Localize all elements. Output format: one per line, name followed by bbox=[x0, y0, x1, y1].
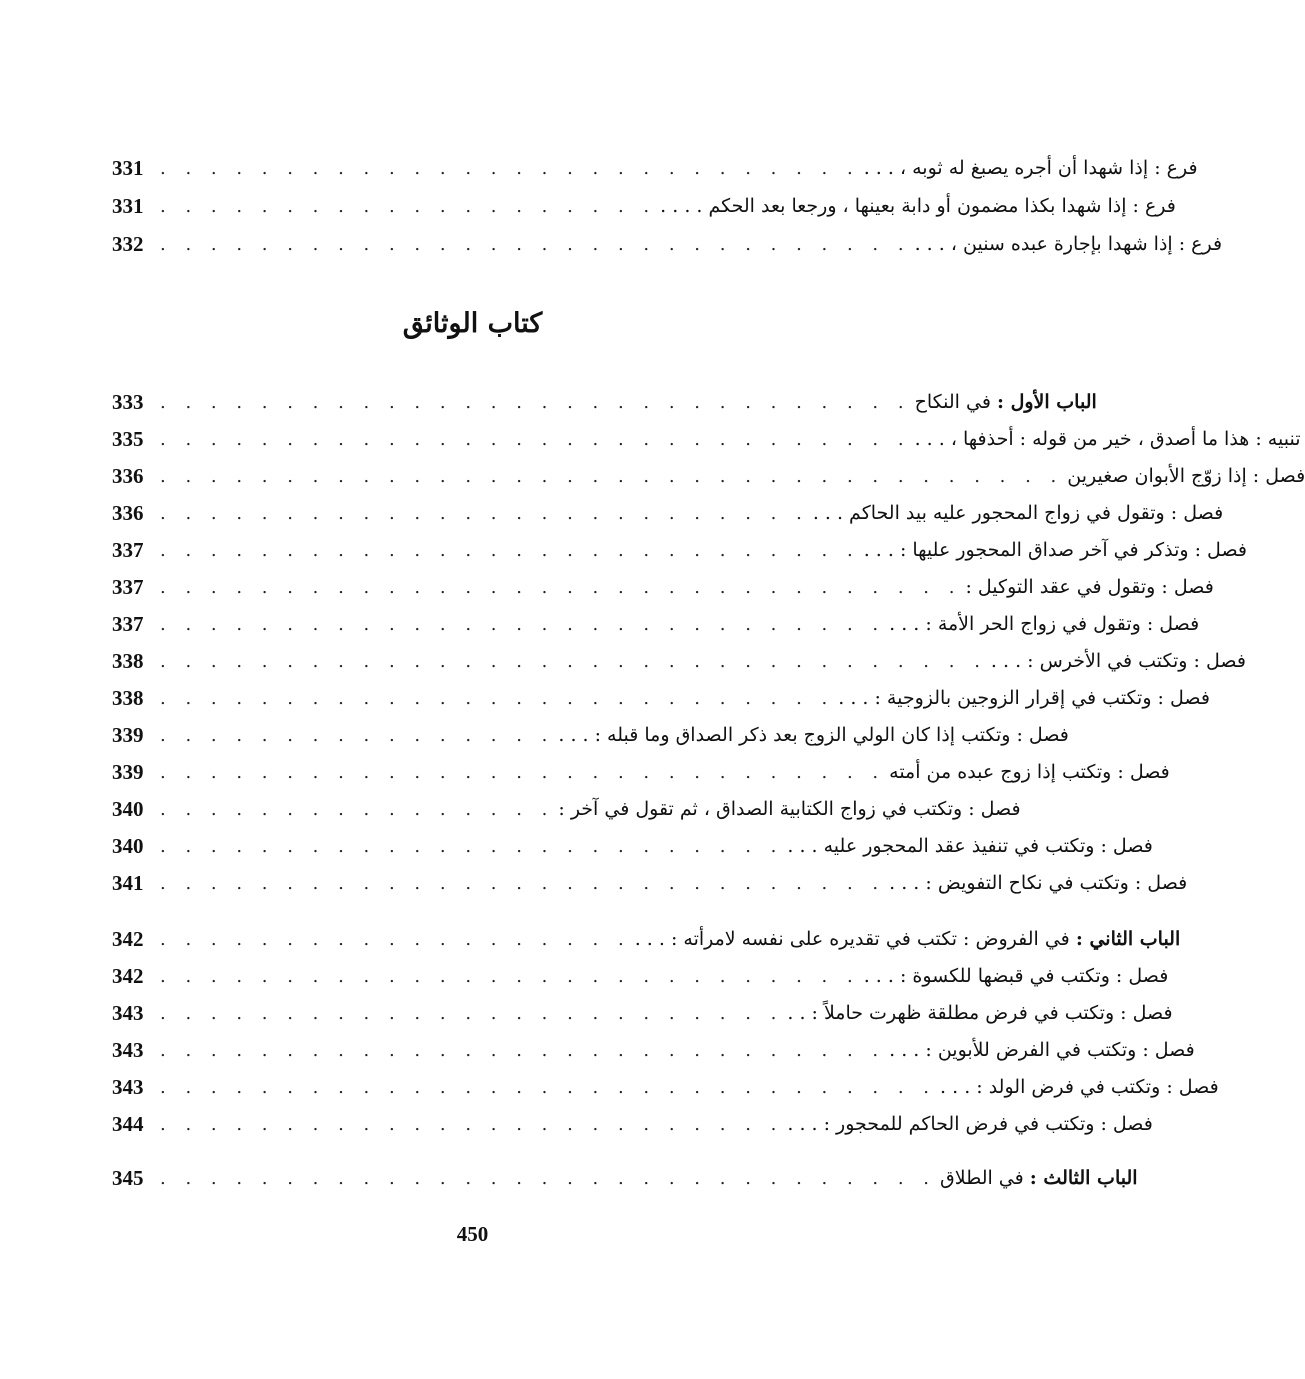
entry-page-number: 336 bbox=[112, 500, 144, 525]
leader-dots: . . . . . . . . . . . . . . . . . . . . . . . . . bbox=[160, 1002, 784, 1024]
book-title: كتاب الوثائق bbox=[402, 308, 543, 339]
leader-dots: . . . . . . . . . . . . . . . . . . . . . . . . . . . . bbox=[160, 157, 860, 179]
leader-dots: . . . . . . . . . . . . . . . . . . . . . . . . . . bbox=[160, 502, 809, 524]
toc-entry bbox=[112, 421, 1301, 457]
toc-entry bbox=[112, 532, 1248, 568]
leader-dots: . . . . . . . . . . . . . . . . . . . . . . . . . . . . . . . . . . . . bbox=[160, 465, 1064, 487]
entry-page-number: 339 bbox=[112, 759, 144, 784]
leader-dots: . . . . . . . . . . . . . . . . . . . . . . . . . . . . bbox=[160, 539, 860, 561]
entry-page-number: 332 bbox=[112, 231, 144, 256]
entry-page-number: 343 bbox=[112, 1074, 144, 1099]
entry-text: فصل : وتكتب في فرض الولد : . . . bbox=[940, 1076, 1219, 1098]
leader-dots: . . . . . . . . . . . . . . . . . . . . . . . . . . . . . bbox=[160, 613, 886, 635]
entry-text: فرع : إذا شهدا بإجارة عبده سنين ، . . . bbox=[914, 233, 1223, 255]
leader-dots: . . . . . . . . . . . . . . . . . . . . . . . . . . . . bbox=[160, 965, 860, 987]
entry-page-number: 335 bbox=[112, 426, 144, 451]
chapter-text bbox=[635, 928, 1181, 950]
toc-entry bbox=[112, 569, 1214, 605]
entry-page-number: 338 bbox=[112, 648, 144, 673]
entry-page-number: 342 bbox=[112, 963, 144, 988]
leader-dots: . . . . . . . . . . . . . . . . . . . . . . . . . . . . . bbox=[160, 761, 886, 783]
toc-entry bbox=[112, 1032, 1195, 1068]
entry-text: تنبيه : هذا ما أصدق ، خير من قوله : أحذفها ، . . . bbox=[914, 428, 1301, 450]
entry-text: فصل : وتكتب في فرض مطلقة ظهرت حاملاً : . . bbox=[787, 1002, 1173, 1024]
leader-dots: . . . . . . . . . . . . . . . . . . . . . . . . . bbox=[160, 1113, 784, 1135]
toc-entry bbox=[112, 958, 1169, 994]
leader-dots: . . . . . . . . . . . . . . . . . . . . . . . . . . . . . . bbox=[160, 428, 911, 450]
leader-dots: . . . . . . . . . . . . . . . . . . . . . . . . . . . . . . bbox=[160, 233, 911, 255]
entry-text: فصل : وتكتب إذا كان الولي الزوج بعد ذكر الصداق وما قبله : . . . bbox=[558, 724, 1069, 746]
chapter-page-number: 333 bbox=[112, 389, 144, 414]
entry-page-number: 338 bbox=[112, 685, 144, 710]
chapter-label: الباب الثالث : bbox=[1029, 1167, 1138, 1189]
entry-page-number: 337 bbox=[112, 574, 144, 599]
entry-text: فصل : إذا زوّج الأبوان صغيرين bbox=[1067, 465, 1305, 487]
entry-page-number: 337 bbox=[112, 611, 144, 636]
toc-entry bbox=[112, 995, 1173, 1031]
entry-text: فصل : وتكتب إذا زوج عبده من أمته bbox=[889, 761, 1170, 783]
entry-page-number: 337 bbox=[112, 537, 144, 562]
leader-dots: . . . . . . . . . . . . . . . . . . . . . . . . . . . . . bbox=[160, 872, 886, 894]
chapter-heading bbox=[112, 921, 1181, 957]
leader-dots: . . . . . . . . . . . . . . . . . . . . . . . . . . . . . . . bbox=[160, 1167, 937, 1189]
chapter-title: في الطلاق bbox=[940, 1167, 1024, 1189]
chapter-text bbox=[940, 1167, 1138, 1189]
toc-entry bbox=[112, 150, 1198, 186]
entry-text: فصل : وتكتب في الأخرس : . . . bbox=[990, 650, 1246, 672]
toc-entry bbox=[112, 865, 1188, 901]
toc-entry bbox=[112, 495, 1224, 531]
entry-text: فصل : وتكتب في نكاح التفويض : . . . bbox=[889, 872, 1188, 894]
entry-page-number: 331 bbox=[112, 193, 144, 218]
entry-text: فصل : وتقول في زواج الحر الأمة : . . . bbox=[889, 613, 1200, 635]
chapter-label: الباب الأول : bbox=[996, 391, 1097, 413]
entry-page-number: 341 bbox=[112, 870, 144, 895]
toc-entry bbox=[112, 188, 1176, 224]
entry-text: فصل : وتكتب في إقرار الزوجين بالزوجية : . . . bbox=[838, 687, 1210, 709]
entry-page-number: 340 bbox=[112, 796, 144, 821]
chapter-title: في الفروض : تكتب في تقديره على نفسه لامرأته : . . . bbox=[634, 928, 1070, 950]
chapter-page-number: 345 bbox=[112, 1165, 144, 1190]
entry-text: فصل : وتكتب في قبضها للكسوة : . . . bbox=[863, 965, 1169, 987]
chapter-title: في النكاح bbox=[914, 391, 991, 413]
entry-page-number: 343 bbox=[112, 1037, 144, 1062]
toc-entry bbox=[112, 1069, 1219, 1105]
toc-entry bbox=[112, 226, 1223, 262]
toc-entry bbox=[112, 458, 1305, 494]
chapter-text bbox=[915, 391, 1097, 413]
leader-dots: . . . . . . . . . . . . . . . . . . . . . . . . . bbox=[160, 835, 784, 857]
entry-page-number: 336 bbox=[112, 463, 144, 488]
leader-dots: . . . . . . . . . . . . . . . . . . . . bbox=[160, 195, 657, 217]
toc-entry bbox=[112, 1106, 1153, 1142]
leader-dots: . . . . . . . . . . . . . . . . bbox=[160, 798, 555, 820]
leader-dots: . . . . . . . . . . . . . . . . . . . . . . . . . . . . . . . . bbox=[160, 576, 962, 598]
entry-text: فرع : إذا شهدا بكذا مضمون أو دابة بعينها ، ورجعا بعد الحكم . . . . bbox=[660, 195, 1176, 217]
entry-page-number: 343 bbox=[112, 1000, 144, 1025]
leader-dots: . . . . . . . . . . . . . . . . bbox=[160, 724, 555, 746]
entry-text: فرع : إذا شهدا أن أجره يصبغ له ثوبه ، . . . bbox=[863, 157, 1198, 179]
chapter-label: الباب الثاني : bbox=[1075, 928, 1181, 950]
entry-text: فصل : وتذكر في آخر صداق المحجور عليها : . . . bbox=[863, 539, 1248, 561]
leader-dots: . . . . . . . . . . . . . . . . . . . . . . . . . . . . . . . bbox=[160, 1076, 937, 1098]
entry-text: فصل : وتكتب في الفرض للأبوين : . . . bbox=[889, 1039, 1195, 1061]
toc-entry bbox=[112, 606, 1200, 642]
entry-text: فصل : وتكتب في فرض الحاكم للمحجور : . . . bbox=[787, 1113, 1153, 1135]
chapter-page-number: 342 bbox=[112, 926, 144, 951]
entry-text: فصل : وتكتب في زواج الكتابية الصداق ، ثم تقول في آخر : bbox=[558, 798, 1021, 820]
toc-entry bbox=[112, 643, 1246, 679]
chapter-heading bbox=[112, 384, 1097, 420]
leader-dots: . . . . . . . . . . . . . . . . . . . . . . . . . . . . . . bbox=[160, 391, 911, 413]
entry-page-number: 339 bbox=[112, 722, 144, 747]
entry-page-number: 331 bbox=[112, 155, 144, 180]
page-number: 450 bbox=[456, 1222, 489, 1246]
leader-dots: . . . . . . . . . . . . . . . . . . . . . . . . . . . . . . . . . bbox=[160, 650, 987, 672]
entry-text: فصل : وتكتب في تنفيذ عقد المحجور عليه . . . bbox=[787, 835, 1153, 857]
toc-entry bbox=[112, 680, 1210, 716]
leader-dots: . . . . . . . . . . . . . . . . . . . . . . . . . . . bbox=[160, 687, 835, 709]
entry-text: فصل : وتقول في عقد التوكيل : bbox=[965, 576, 1214, 598]
leader-dots: . . . . . . . . . . . . . . . . . . . . . . . . . . . . . bbox=[160, 1039, 886, 1061]
entry-text: فصل : وتقول في زواج المحجور عليه بيد الحاكم . . . bbox=[812, 502, 1224, 524]
toc-entry bbox=[112, 754, 1170, 790]
leader-dots: . . . . . . . . . . . . . . . . . . . bbox=[160, 928, 631, 950]
toc-entry bbox=[112, 791, 1021, 827]
entry-page-number: 344 bbox=[112, 1111, 144, 1136]
toc-entry bbox=[112, 717, 1069, 753]
chapter-heading bbox=[112, 1160, 1138, 1196]
entry-page-number: 340 bbox=[112, 833, 144, 858]
toc-entry bbox=[112, 828, 1153, 864]
